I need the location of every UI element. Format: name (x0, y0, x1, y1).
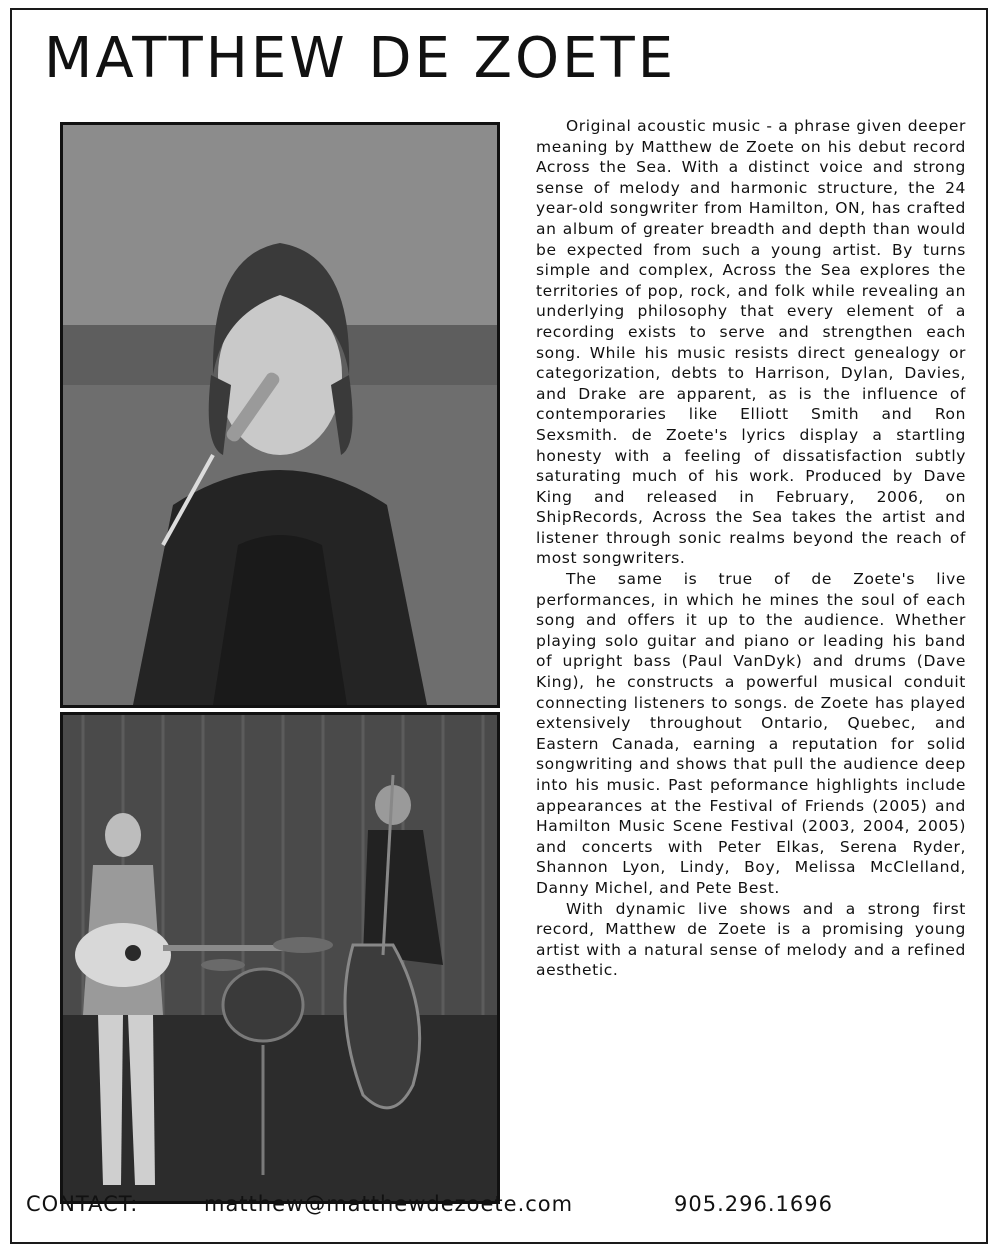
photo-column (60, 122, 500, 1204)
article-paragraph-live: The same is true of de Zoete's live performances, in which he mines the soul of each song and offers it up to the audience. Whether playing solo guitar and piano or leading his band of upright bass (Paul VanDyk) and drums (Dave King), he constructs a powerful musical conduit connecting listeners to songs. de Zoete has played extensively throughout Ontario, Quebec, and Eastern Canada, earning a reputation for solid songwriting and shows that pull the audience deep into his music. Past peformance highlights include appearances at the Festival of Friends (2005) and Hamilton Music Scene Festival (2003, 2004, 2005) and concerts with Peter Elkas, Serena Ryder, Shannon Lyon, Lindy, Boy, Melissa McClelland, Danny Michel, and Pete Best. (536, 570, 966, 897)
page-title: MATTHEW DE ZOETE (44, 26, 677, 91)
portrait-illustration (63, 125, 497, 705)
article-paragraph-intro: Original acoustic music - a phrase given deeper meaning by Matthew de Zoete on his debut record Across the Sea. With a distinct voice and strong sense of melody and harmonic structure, the 24 year-old songwriter from Hamilton, ON, has crafted an album of greater breadth and depth than would be expected from such a young artist. By turns simple and complex, Across the Sea explores the territories of pop, rock, and folk while revealing an underlying philosophy that every element of a recording exists to serve and strengthen each song. While his music resists direct genealogy or categorization, debts to Harrison, Dylan, Davies, and Drake are apparent, as is the influence of contemporaries like Elliott Smith and Ron Sexsmith. de Zoete's lyrics display a startling honesty with a feeling of dissatisfaction subtly saturating much of his work. Produced by Dave King and released in February, 2006, on ShipRecords, Across the Sea takes the artist and listener through sonic realms beyond the reach of most songwriters. (536, 117, 966, 568)
article-paragraph-closing: With dynamic live shows and a strong first record, Matthew de Zoete is a promising young artist with a natural sense of melody and a refined aesthetic. (536, 899, 966, 980)
contact-email[interactable]: matthew@matthewdezoete.com (204, 1192, 574, 1216)
contact-label: CONTACT: (26, 1192, 139, 1216)
article-body (536, 116, 966, 981)
live-performance-illustration (63, 715, 497, 1201)
contact-phone[interactable]: 905.296.1696 (674, 1192, 833, 1216)
live-performance-photo (60, 712, 500, 1204)
portrait-photo (60, 122, 500, 708)
